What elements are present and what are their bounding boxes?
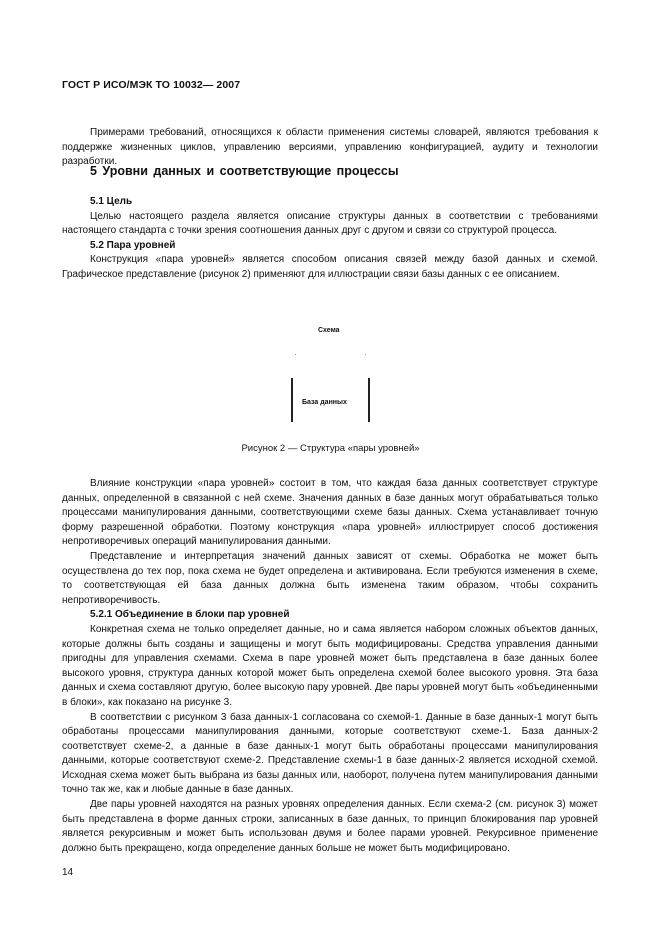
figure-database-label: База данных [302, 399, 347, 406]
document-header: ГОСТ Р ИСО/МЭК ТО 10032— 2007 [62, 79, 241, 91]
figure-bracket-left [291, 378, 293, 422]
body-paragraph-1: Влияние конструкции «пара уровней» состоит в том, что каждая база данных соответствует структуре данных, определенной в связанной с ней схеме. Значения данных в базе данных могут обрабатываться только процессами манипулирования данными, соответствующими схеме базы данных. Схема устанавливает точную форму разрешенной обработки. Поэтому конструкция «пара уровней» иллюстрирует способ достижения непротиворечивых операций манипулирования данными. [62, 478, 598, 548]
section-5-2-text: Конструкция «пара уровней» является способом описания связей между базой данных и схемой. Графическое представление (рисунок 2) применяют для иллюстрации связи базы данных с ее описанием. [62, 254, 598, 280]
figure-bracket-right [368, 378, 370, 422]
section-5-1-title: 5.1 Цель [90, 196, 133, 207]
section-5-block [62, 195, 598, 283]
section-5-title: 5 Уровни данных и соответствующие процессы [90, 164, 399, 178]
body-paragraph-4: В соответствии с рисунком 3 база данных-1 согласована со схемой-1. Данные в базе данных-1 могут быть обработаны процессами манипулирования данными, которые соответствуют схеме-1. База данных-2 соответствует схеме-2, а данные в базе данных-1 могут быть обработаны процессами манипулирования данными, которые соответствуют схеме-2. Представление схемы-1 в базе данных-2 является исходной схемой. Исходная схема может быть выбрана из базы данных или, наоборот, получена путем манипулирования данными точно так же, как и любые данные в базе данных. [62, 711, 598, 796]
figure-mark-right [365, 354, 366, 355]
page-number: 14 [62, 867, 74, 878]
body-paragraph-5: Две пары уровней находятся на разных уровнях определения данных. Если схема-2 (см. рисунок 3) может быть представлена в форме данных строки, записанных в базе данных, то принцип блокирования пар уровней является рекурсивным и может быть использован двумя и более парами уровней. Рекурсивное применение должно быть прекращено, когда определение данных больше не может быть модифицировано. [62, 799, 598, 854]
figure-mark-left [295, 354, 296, 355]
body-paragraph-2: Представление и интерпретация значений данных зависят от схемы. Обработка не может быть осуществлена до тех пор, пока схема не будет определена и активирована. Если требуются изменения в схеме, то соответствующая ей база данных должна быть изменена таким образом, чтобы сохранить непротиворечивость. [62, 550, 598, 606]
body-block [62, 477, 598, 856]
section-5-2-1-title: 5.2.1 Объединение в блоки пар уровней [90, 609, 290, 621]
figure-2-caption: Рисунок 2 — Структура «пары уровней» [241, 443, 420, 454]
figure-2 [62, 320, 598, 450]
intro-paragraph: Примерами требований, относящихся к области применения системы словарей, являются требования к поддержке жизненных циклов, управлению версиями, управлению конфигурацией, аудиту и технологии разработки. [62, 127, 598, 168]
figure-schema-label: Схема [318, 327, 340, 334]
section-5-2-title: 5.2 Пара уровней [90, 239, 176, 251]
section-5-1-text: Целью настоящего раздела является описание структуры данных в соответствии с требованиями настоящего стандарта с точки зрения соотношения данных друг с другом и связи со структурой процесса. [62, 210, 598, 237]
body-paragraph-3: Конкретная схема не только определяет данные, но и сама является набором сложных объектов данных, которые должны быть созданы и защищены и могут быть модифицированы. Средства управления данными пригодны для управления схемами. Схема в паре уровней может быть представлена в базе данных более высокого уровня, структура данных которой может быть определена схемой более высокого уровня. Эта база данных и схема составляют другую, более высокую пару уровней. Две пары уровней могут быть «объединенными в блоки», как показано на рисунке 3. [62, 623, 598, 708]
